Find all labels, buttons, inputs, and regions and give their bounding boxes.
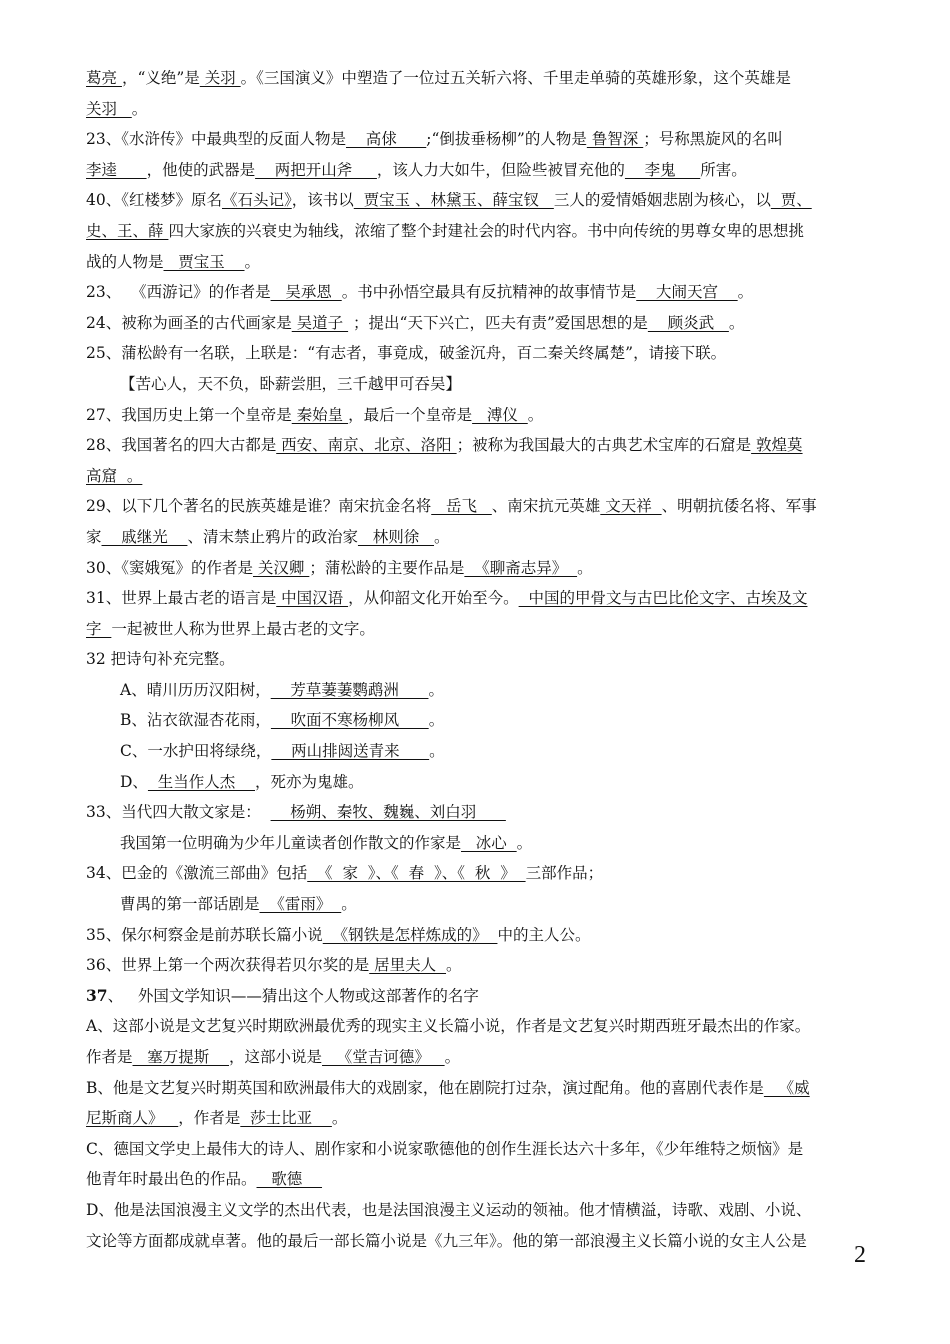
answer-blank: 敦煌莫 bbox=[751, 436, 803, 455]
text-line bbox=[86, 216, 868, 247]
question-text: 。 bbox=[737, 283, 754, 302]
question-text: A、晴川历历汉阳树， bbox=[120, 680, 271, 699]
question-text: 曹禺的第一部话剧是 bbox=[120, 895, 260, 914]
text-line bbox=[86, 155, 868, 186]
page-number: 2 bbox=[854, 1242, 866, 1268]
text-line bbox=[86, 858, 868, 889]
question-text: 29、以下几个著名的民族英雄是谁？南宋抗金名将 bbox=[86, 497, 432, 516]
question-text: 中的主人公。 bbox=[497, 925, 591, 944]
answer-blank: 尼斯商人》 bbox=[86, 1109, 179, 1128]
question-text: 家 bbox=[86, 527, 102, 546]
answer-blank: 贾宝玉 bbox=[163, 252, 245, 271]
text-line bbox=[86, 185, 868, 216]
answer-blank: 文天祥 bbox=[600, 497, 662, 516]
question-text: 35、保尔柯察金是前苏联长篇小说 bbox=[86, 925, 323, 944]
question-text: 25、蒲松龄有一名联，上联是：“有志者，事竟成，破釜沉舟，百二秦关终属楚”，请接下联。 bbox=[86, 344, 727, 363]
question-text: B、他是文艺复兴时期英国和欧洲最伟大的戏剧家，他在剧院打过杂，演过配角。他的喜剧代表作是 bbox=[86, 1078, 764, 1097]
answer-blank: 葛亮 bbox=[86, 69, 122, 87]
text-line bbox=[86, 1103, 868, 1134]
answer-blank: 两山排闼送青来 bbox=[271, 742, 430, 761]
question-text: 36、世界上第一个两次获得若贝尔奖的是 bbox=[86, 956, 370, 975]
answer-blank: 戚继光 bbox=[101, 527, 188, 546]
question-text: 37 bbox=[86, 985, 108, 1005]
answer-blank: 大闹天宫 bbox=[636, 283, 738, 302]
question-text: 。《三国演义》中塑造了一位过五关斩六将、千里走单骑的英雄形象，这个英雄是 bbox=[240, 69, 791, 87]
question-text: C、德国文学史上最伟大的诗人、剧作家和小说家歌德他的创作生涯长达六十多年，《少年维特之烦恼》是 bbox=[86, 1139, 804, 1158]
answer-blank: 《堂吉诃德》 bbox=[322, 1048, 445, 1066]
answer-blank: 杨朔、秦牧、魏巍、刘白羽 bbox=[270, 803, 506, 822]
text-line bbox=[86, 1073, 868, 1104]
answer-blank: 贾、 bbox=[770, 191, 812, 210]
text-line bbox=[86, 338, 868, 369]
text-line bbox=[86, 94, 868, 125]
question-text: 。 bbox=[341, 895, 357, 914]
answer-blank: 吴承恩 bbox=[270, 283, 342, 302]
answer-blank: 《威 bbox=[763, 1078, 810, 1097]
text-line bbox=[86, 63, 868, 94]
answer-blank: 莎士比亚 bbox=[240, 1109, 332, 1128]
answer-blank: 吴道子 bbox=[291, 313, 349, 332]
question-text: 27、我国历史上第一个皇帝是 bbox=[86, 405, 292, 424]
text-line bbox=[86, 797, 868, 828]
text-line bbox=[86, 430, 868, 461]
text-line bbox=[86, 1195, 868, 1226]
question-text: 我国第一位明确为少年儿童读者创作散文的作家是 bbox=[120, 833, 462, 852]
answer-blank: 李逵 bbox=[86, 160, 147, 179]
text-line bbox=[86, 889, 868, 920]
text-line bbox=[86, 1164, 868, 1195]
text-line bbox=[86, 736, 868, 767]
text-line bbox=[86, 675, 868, 706]
question-text: 40、《红楼梦》原名 bbox=[86, 191, 222, 210]
answer-blank: 李鬼 bbox=[624, 160, 701, 179]
question-text: ，“义绝”是 bbox=[121, 69, 200, 87]
question-text: D、他是法国浪漫主义文学的杰出代表，也是法国浪漫主义运动的领袖。他才情横溢，诗歌、戏剧、小说、 bbox=[86, 1200, 812, 1219]
text-line bbox=[86, 767, 868, 798]
question-text: 【苦心人，天不负，卧薪尝胆，三千越甲可吞吴】 bbox=[120, 374, 462, 393]
question-text: 。 bbox=[527, 405, 544, 424]
answer-blank: 中国汉语 bbox=[276, 589, 349, 608]
question-text: ，该人力大如牛，但险些被冒充他的 bbox=[376, 160, 625, 179]
answer-blank: 歌德 bbox=[256, 1170, 323, 1189]
question-text: ;“倒拔垂杨柳”的人物是 bbox=[426, 130, 587, 149]
answer-blank: 两把开山斧 bbox=[255, 160, 377, 179]
question-text: 、南宋抗元英雄 bbox=[491, 497, 601, 516]
question-text: 、清末禁止鸦片的政治家 bbox=[187, 527, 358, 546]
text-line bbox=[86, 583, 868, 614]
text-line bbox=[86, 828, 868, 859]
question-text: 23、《水浒传》中最典型的反面人物是 bbox=[86, 130, 346, 149]
answer-blank: 中国的甲骨文与古巴比伦文字、古埃及文 bbox=[518, 589, 808, 608]
text-line bbox=[86, 1042, 868, 1073]
question-text: 24、被称为画圣的古代画家是 bbox=[86, 313, 292, 332]
question-text: 28、我国著名的四大古都是 bbox=[86, 436, 277, 455]
answer-blank: 关羽 bbox=[199, 69, 241, 87]
question-text: 23、 《西游记》的作者是 bbox=[86, 283, 271, 302]
question-text: 。 bbox=[444, 1048, 461, 1066]
answer-blank: 《聊斋志异》 bbox=[464, 558, 578, 577]
question-text: ；蒲松龄的主要作品是 bbox=[309, 558, 465, 577]
answer-blank: 字 bbox=[86, 619, 112, 638]
question-text: 他青年时最出色的作品。 bbox=[86, 1170, 257, 1189]
answer-blank: 秦始皇 bbox=[291, 405, 349, 424]
answer-blank: 史、王、薛 bbox=[86, 221, 169, 240]
question-text: 三部作品； bbox=[525, 864, 604, 883]
answer-blank: 溥仪 bbox=[472, 405, 528, 424]
text-line bbox=[86, 400, 868, 431]
question-text: 。 bbox=[244, 252, 261, 271]
text-line bbox=[86, 461, 868, 492]
question-text: ，这部小说是 bbox=[229, 1048, 323, 1066]
question-text: 32 把诗句补充完整。 bbox=[86, 650, 235, 669]
question-text: 33、当代四大散文家是： bbox=[86, 803, 271, 822]
answer-blank: 《石头记》 bbox=[221, 191, 292, 210]
question-text: ；号称黑旋风的名叫 bbox=[643, 130, 783, 149]
question-text: 。 bbox=[728, 313, 745, 332]
text-line bbox=[86, 308, 868, 339]
text-line bbox=[86, 369, 868, 400]
text-line bbox=[86, 614, 868, 645]
question-text: D、 bbox=[120, 772, 148, 791]
question-text: 。书中孙悟空最具有反抗精神的故事情节是 bbox=[341, 283, 637, 302]
answer-blank: 《钢铁是怎样炼成的》 bbox=[322, 925, 498, 944]
question-text: 30、《窦娥冤》的作者是 bbox=[86, 558, 253, 577]
question-text: 。 bbox=[429, 742, 445, 761]
answer-blank: 关汉卿 bbox=[252, 558, 310, 577]
answer-blank: 冰心 bbox=[461, 833, 517, 852]
answer-blank: 塞万提斯 bbox=[132, 1048, 230, 1066]
question-text: 四大家族的兴衰史为轴线，浓缩了整个封建社会的时代内容。书中向传统的男尊女卑的思想挑 bbox=[168, 221, 804, 240]
answer-blank: 生当作人杰 bbox=[147, 772, 255, 791]
text-line bbox=[86, 1226, 868, 1257]
text-line bbox=[86, 644, 868, 675]
question-text: 。 bbox=[331, 1109, 348, 1128]
question-text: 34、巴金的《激流三部曲》包括 bbox=[86, 864, 308, 883]
question-text: 作者是 bbox=[86, 1048, 133, 1066]
question-text: 、明朝抗倭名将、军事 bbox=[661, 497, 817, 516]
document-body bbox=[86, 63, 868, 1256]
question-text: 。 bbox=[446, 956, 462, 975]
question-text: 。 bbox=[131, 99, 148, 118]
question-text: 所害。 bbox=[700, 160, 747, 179]
answer-blank: 《 家 》、《 春 》、《 秋 》 bbox=[307, 864, 526, 883]
answer-blank: 《雷雨》 bbox=[259, 895, 342, 914]
answer-blank: 吹面不寒杨柳风 bbox=[270, 711, 429, 730]
question-text: ，死亦为鬼雄。 bbox=[255, 772, 364, 791]
answer-blank: 贾宝玉 、林黛玉、薛宝钗 bbox=[353, 191, 554, 210]
question-text: 文论等方面都成就卓著。他的最后一部长篇小说是《九三年》。他的第一部浪漫主义长篇小说的女主人公是 bbox=[86, 1231, 807, 1250]
question-text: ，该书以 bbox=[291, 191, 354, 210]
answer-blank: 关羽 bbox=[86, 99, 132, 118]
text-line bbox=[86, 1134, 868, 1165]
answer-blank: 居里夫人 bbox=[369, 956, 447, 975]
text-line bbox=[86, 277, 868, 308]
question-text: ，他使的武器是 bbox=[146, 160, 256, 179]
question-text: 一起被世人称为世界上最古老的文字。 bbox=[111, 619, 375, 638]
question-text: ；被称为我国最大的古典艺术宝库的石窟是 bbox=[456, 436, 752, 455]
answer-blank: 岳飞 bbox=[431, 497, 492, 516]
answer-blank: 顾炎武 bbox=[647, 313, 729, 332]
question-text: 。 bbox=[516, 833, 533, 852]
question-text: A、这部小说是文艺复兴时期欧洲最优秀的现实主义长篇小说，作者是文艺复兴时期西班牙最杰出的作家。 bbox=[86, 1017, 811, 1036]
answer-blank: 林则徐 bbox=[357, 527, 435, 546]
text-line bbox=[86, 920, 868, 951]
question-text: ；提出“天下兴亡，匹夫有责”爱国思想的是 bbox=[348, 313, 648, 332]
question-text: 、 外国文学知识——猜出这个人物或这部著作的名字 bbox=[107, 986, 479, 1005]
question-text: B、沾衣欲湿杏花雨， bbox=[120, 711, 271, 730]
text-line bbox=[86, 950, 868, 981]
question-text: 三人的爱情婚姻悲剧为核心，以 bbox=[553, 191, 771, 210]
text-line bbox=[86, 1011, 868, 1042]
answer-blank: 西安、南京、北京、洛阳 bbox=[276, 436, 457, 455]
question-text: ，作者是 bbox=[178, 1109, 241, 1128]
question-text: ，从仰韶文化开始至今。 bbox=[348, 589, 519, 608]
question-text: 。 bbox=[428, 711, 445, 730]
text-line bbox=[86, 981, 868, 1012]
question-text: ，最后一个皇帝是 bbox=[348, 405, 473, 424]
question-text: 。 bbox=[428, 680, 444, 699]
text-line bbox=[86, 705, 868, 736]
answer-blank: 高俅 bbox=[345, 130, 427, 149]
question-text: 战的人物是 bbox=[86, 252, 164, 271]
text-line bbox=[86, 491, 868, 522]
answer-blank: 芳草萋萋鹦鹉洲 bbox=[270, 680, 429, 699]
question-text: 。 bbox=[577, 558, 593, 577]
question-text: C、一水护田将绿绕， bbox=[120, 742, 272, 761]
text-line bbox=[86, 522, 868, 553]
question-text: 。 bbox=[434, 527, 450, 546]
question-text: 31、世界上最古老的语言是 bbox=[86, 589, 277, 608]
answer-blank: 鲁智深 bbox=[586, 130, 644, 149]
text-line bbox=[86, 247, 868, 278]
text-line bbox=[86, 124, 868, 155]
text-line bbox=[86, 553, 868, 584]
answer-blank: 高窟 。 bbox=[86, 466, 143, 485]
